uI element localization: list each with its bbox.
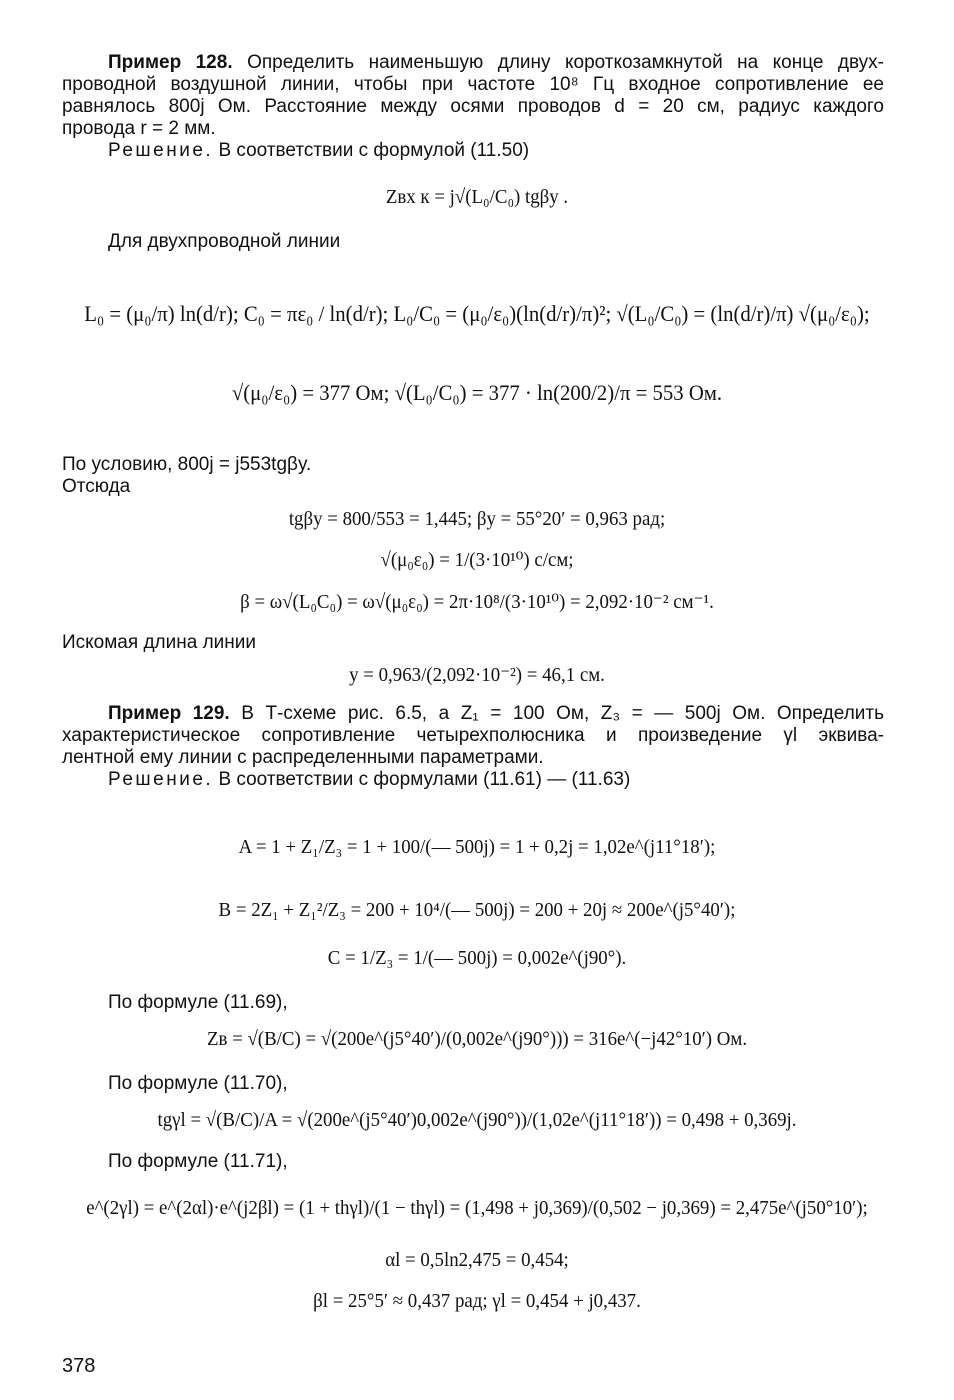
- equation-exp-gamma-l: e^(2γl) = e^(2αl)·e^(j2βl) = (1 + thγl)/(1 − thγl) = (1,498 + j0,369)/(0,502 − j0,369) = 2,475e^(j50°10′);: [86, 1197, 868, 1219]
- example-128-line-3: равнялось 800j Ом. Расстояние между осями проводов d = 20 см, радиус каждого: [62, 96, 884, 117]
- equation-numeric-values: √(μ₀/ε₀) = 377 Ом; √(L₀/C₀) = 377 · ln(200/2)/π = 553 Ом.: [231, 380, 723, 405]
- equation-c: C = 1/Z₃ = 1/(— 500j) = 0,002e^(j90°).: [327, 947, 627, 969]
- solution-label: Решение.: [108, 769, 214, 790]
- page-number: 378: [62, 1355, 96, 1377]
- example-129-line-2: характеристическое сопротивление четырехполюсника и произведение γl эквива-: [62, 725, 884, 746]
- equation-beta-l: βl = 25°5′ ≈ 0,437 рад; γl = 0,454 + j0,437.: [313, 1290, 641, 1312]
- example-128-line-1: Пример 128. Определить наименьшую длину короткозамкнутой на конце двух-: [108, 52, 885, 73]
- example-129-line-3: лентной ему линии с распределенными параметрами.: [62, 747, 544, 768]
- equation-a: A = 1 + Z₁/Z₃ = 1 + 100/(— 500j) = 1 + 0,2j = 1,02e^(j11°18′);: [238, 836, 716, 858]
- equation-sqrt-mu-eps: √(μ₀ε₀) = 1/(3·10¹⁰) с/см;: [380, 549, 574, 571]
- equation-alpha-l: αl = 0,5ln2,475 = 0,454;: [385, 1249, 569, 1271]
- equation-b: B = 2Z₁ + Z₁²/Z₃ = 200 + 10⁴/(— 500j) = 200 + 20j ≈ 200e^(j5°40′);: [218, 899, 736, 921]
- hence-text: Отсюда: [62, 476, 131, 497]
- example-128-line-2: проводной воздушной линии, чтобы при частоте 10⁸ Гц входное сопротивление ее: [62, 74, 884, 95]
- example-128-line-4: провода r = 2 мм.: [62, 118, 216, 139]
- equation-line-parameters: L₀ = (μ₀/π) ln(d/r); C₀ = πε₀ / ln(d/r); L₀/C₀ = (μ₀/ε₀)(ln(d/r)/π)²; √(L₀/C₀) = (ln(d/r)/π) √(μ₀/ε₀);: [84, 301, 870, 326]
- by-condition-text: По условию, 800j = j553tgβy.: [62, 454, 312, 475]
- example-129-line-1: Пример 129. В Т-схеме рис. 6.5, а Z₁ = 100 Ом, Z₃ = — 500j Ом. Определить: [108, 703, 885, 724]
- solution-label: Решение.: [108, 140, 214, 161]
- sought-length-text: Искомая длина линии: [62, 632, 256, 653]
- equation-zv: Zв = √(B/C) = √(200e^(j5°40′)/(0,002e^(j90°))) = 316e^(−j42°10′) Ом.: [206, 1028, 748, 1050]
- by-formula-1169-text: По формуле (11.69),: [108, 992, 288, 1013]
- example-128-solution: Решение. В соответствии с формулой (11.50): [108, 140, 530, 161]
- equation-input-impedance: Zвх к = j√(L₀/C₀) tgβy .: [385, 186, 569, 208]
- equation-tg-beta-y: tgβy = 800/553 = 1,445; βy = 55°20′ = 0,963 рад;: [288, 508, 666, 530]
- equation-length-y: y = 0,963/(2,092·10⁻²) = 46,1 см.: [349, 664, 605, 686]
- by-formula-1170-text: По формуле (11.70),: [108, 1073, 288, 1094]
- by-formula-1171-text: По формуле (11.71),: [108, 1151, 288, 1172]
- equation-tg-gamma-l: tgγl = √(B/C)/A = √(200e^(j5°40′)0,002e^(j90°))/(1,02e^(j11°18′)) = 0,498 + 0,369j.: [157, 1109, 797, 1131]
- equation-beta: β = ω√(L₀C₀) = ω√(μ₀ε₀) = 2π·10⁸/(3·10¹⁰) = 2,092·10⁻² см⁻¹.: [240, 591, 714, 613]
- example-129-solution: Решение. В соответствии с формулами (11.61) — (11.63): [108, 769, 631, 790]
- two-wire-line-text: Для двухпроводной линии: [108, 231, 341, 252]
- example-128-title: Пример 128.: [108, 52, 233, 73]
- example-129-title: Пример 129.: [108, 703, 230, 724]
